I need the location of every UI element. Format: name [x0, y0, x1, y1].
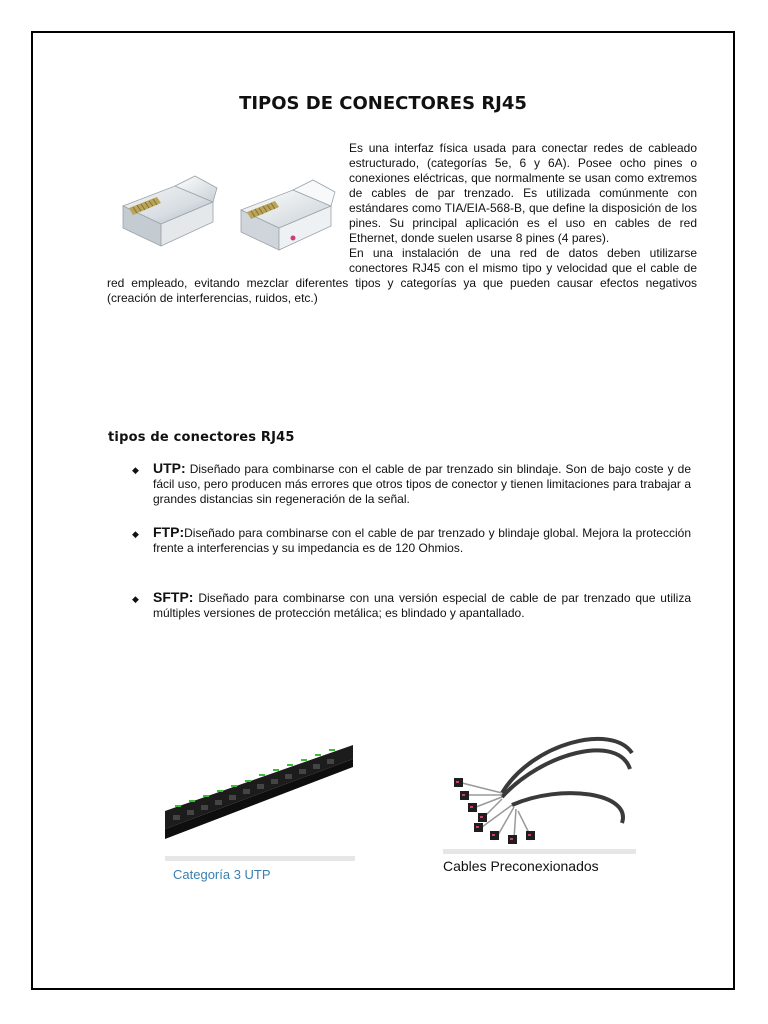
patch-panel-caption: Categoría 3 UTP — [165, 856, 355, 882]
intro-paragraph-2: En una instalación de una red de datos deben utilizarse conectores RJ45 con el mismo tipo y velocidad que el cable de red empleado, evitando mezclar diferentes tipos y categorías ya que pueden causar efectos negativos (creación de interferencias, ruidos, etc.) — [107, 246, 697, 305]
description-sftp: Diseñado para combinarse con una versión especial de cable de par trenzado que utiliza múltiples versiones de protección metálica; es blindado y apantallado. — [153, 591, 691, 620]
list-item-sftp — [131, 590, 691, 621]
term-sftp: SFTP: — [153, 589, 194, 605]
connector-types-list — [131, 461, 691, 621]
patch-panel-image — [163, 723, 355, 863]
term-ftp: FTP: — [153, 524, 185, 540]
description-ftp: Diseñado para combinarse con el cable de par trenzado y blindaje global. Mejora la protección frente a interferencias y su impedancia es de 120 Ohmios. — [153, 526, 691, 555]
document-page — [31, 31, 735, 990]
intro-text — [107, 141, 697, 306]
diamond-bullet-icon: ◆ — [132, 465, 139, 475]
diamond-bullet-icon: ◆ — [132, 529, 139, 539]
cables-caption: Cables Preconexionados — [443, 849, 636, 875]
list-item-ftp — [131, 525, 691, 556]
term-utp: UTP: — [153, 460, 186, 476]
list-item-utp — [131, 461, 691, 507]
diamond-bullet-icon: ◆ — [132, 594, 139, 604]
description-utp: Diseñado para combinarse con el cable de par trenzado sin blindaje. Son de bajo coste y de fácil uso, pero producen más errores que otros tipos de conector y tienen limitaciones para trabajar a grandes distancias sin regeneración de la señal. — [153, 462, 691, 506]
preconnected-cables-image — [442, 723, 636, 853]
page-title: TIPOS DE CONECTORES RJ45 — [239, 93, 527, 114]
intro-paragraph-1: Es una interfaz física usada para conectar redes de cableado estructurado, (categorías 5e, 6 y 6A). Posee ocho pines o conexiones eléctricas, que normalmente se usan como extremos de cables de par trenzado. Es utilizada comúnmente con estándares como TIA/EIA-568-B, que define la disposición de los pines. Su principal aplicación es el uso en cables de red Ethernet, donde suelen usarse 8 pines (4 pares). — [349, 141, 697, 245]
section-heading: tipos de conectores RJ45 — [108, 430, 295, 445]
